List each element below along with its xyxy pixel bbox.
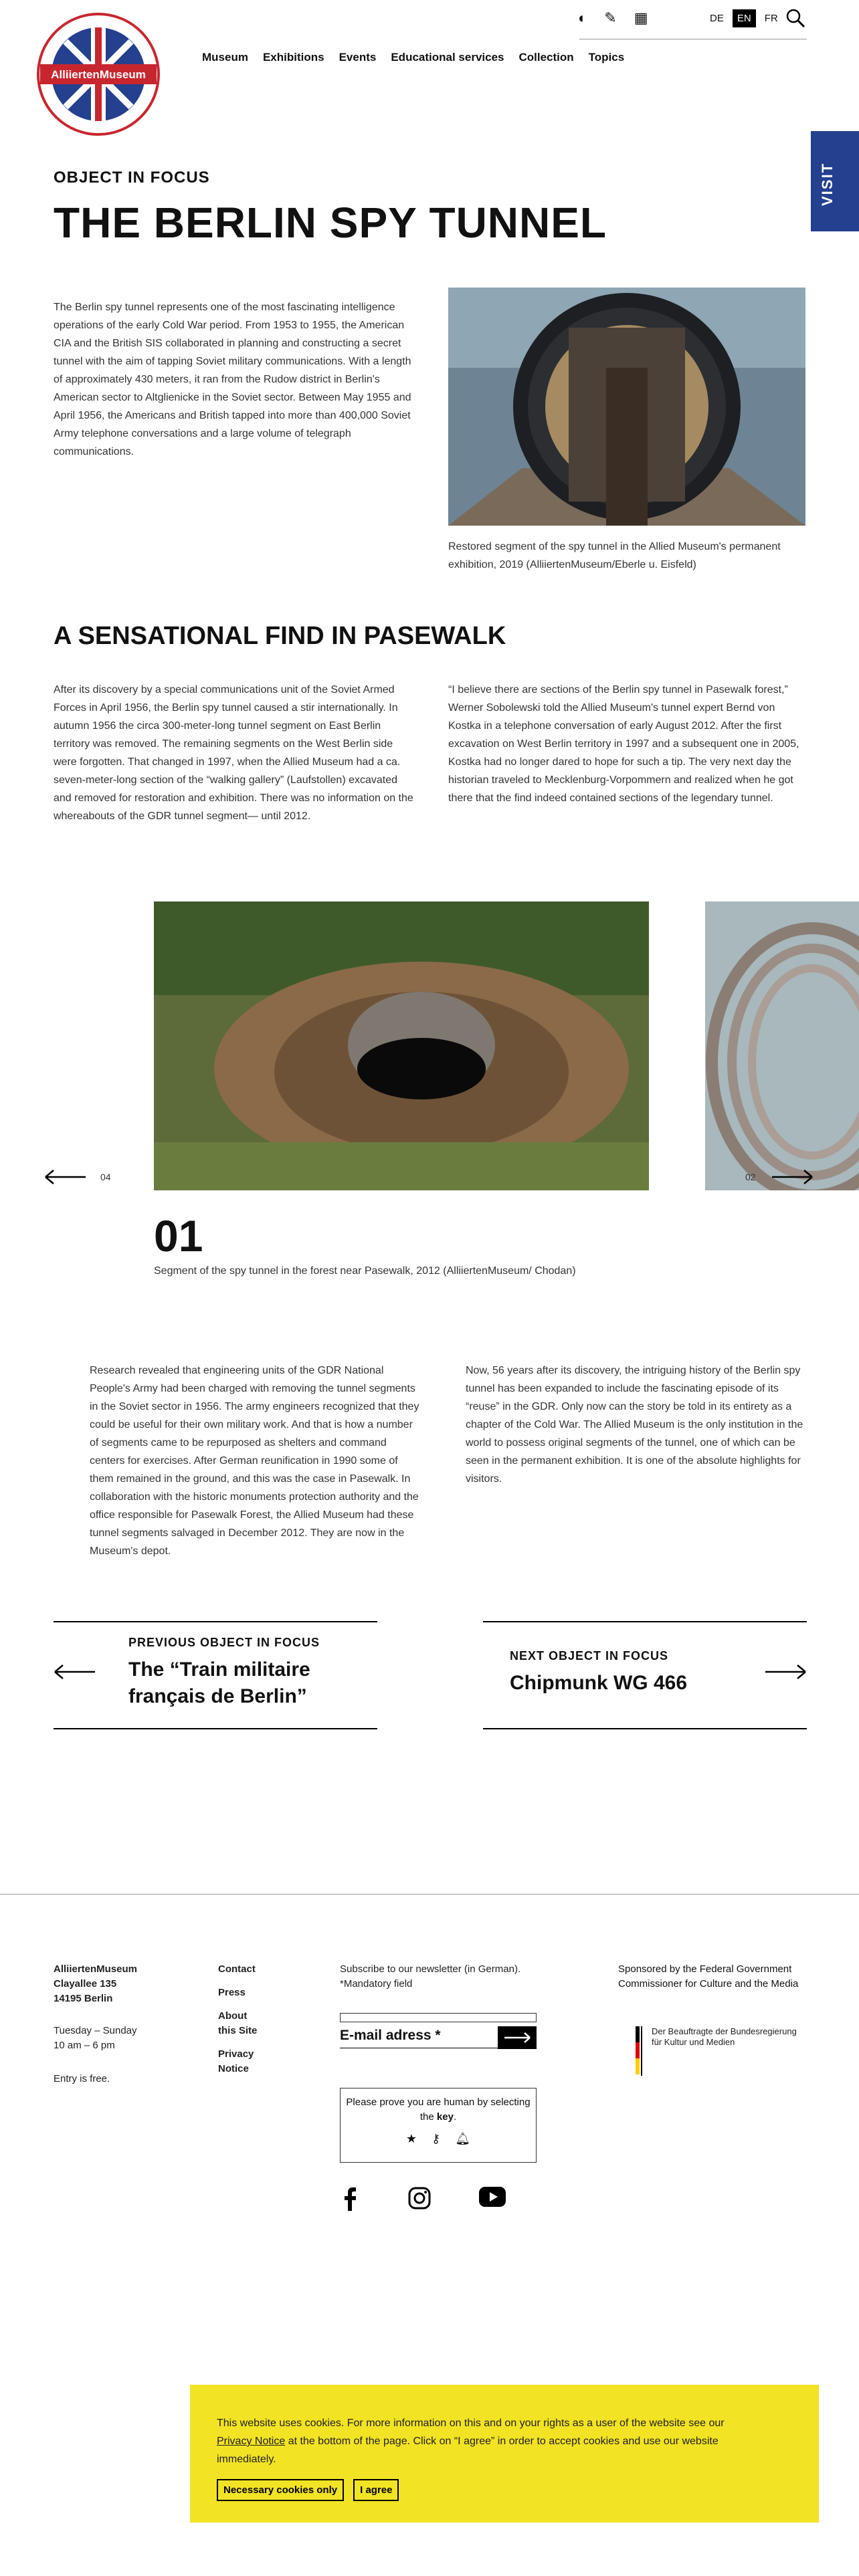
section-text-left: After its discovery by a special communications unit of the Soviet Armed Forces in April 1956, the Berlin spy tunnel caused a stir internationally. In autumn 1956 the circa 300-meter-long tunnel segment on East Berlin territory was removed. The remaining segments on the West Berlin side were forgotten. That changed in 1997, when the Allied Museum had a ca. seven-meter-long section of the “walking gallery” (Laufstollen) excavated and removed for restoration and exhibition. There was no information on the whereabouts of the GDR tunnel segment— until 2012. [54,684,413,822]
easy-language-icon[interactable]: ✎ [604,9,617,26]
book-icon[interactable]: ▦ [634,9,648,26]
cookie-text-end: at the bottom of the page. Click on “I agree” in order to accept cookies and use our website immediately. [217,2436,719,2465]
next-arrow-icon [764,1664,807,1680]
section2-text-right: Now, 56 years after its discovery, the intriguing history of the Berlin spy tunnel has been expanded to include the fascinating episode of its “reuse” in the GDR. Only now can the story be told in its entirety as a chapter of the Cold War. The Allied Museum is the only institution in the world to possess original segments of the tunnel, one of which can be seen in the permanent exhibition. It is one of the absolute highlights for visitors. [466,1365,803,1485]
slider-prev-arrow[interactable] [44,1169,91,1188]
sponsor-text: Sponsored by the Federal Government Commissioner for Culture and the Media [618,1963,799,1990]
footer-link-press[interactable]: Press [218,1987,246,1998]
entry-info: Entry is free. [54,2073,110,2084]
page-kicker: OBJECT IN FOCUS [54,169,210,187]
cookie-banner [190,2385,819,2523]
mandatory-note: *Mandatory field [340,1978,413,1990]
newsletter-top-field[interactable] [340,2013,537,2022]
lang-de[interactable]: DE [710,13,724,24]
newsletter-block [340,1962,567,1992]
main-navigation [202,51,624,64]
next-object-link[interactable] [483,1621,807,1729]
captcha-key-word: key [436,2111,454,2123]
key-icon[interactable]: ⚷ [432,2132,441,2145]
visit-tab[interactable] [811,131,859,231]
section-text-right: “I believe there are sections of the Berlin spy tunnel in Pasewalk forest,” Werner Sobolewski told the Allied Museum's tunnel expert Bernd von Kostka in a telephone conversation of early August 2012. After the first excavation on West Berlin territory in 1997 and a subsequent one in 2005, Kostka had no longer dared to hope for such a tip. The very next day the historian traveled to Mecklenburg-Vorpommern and realized when he got there that the find indeed contained sections of the legendary tunnel. [448,684,799,804]
section2-text-left: Research revealed that engineering units of the GDR National People's Army had been charged with removing the tunnel segments in the Soviet sector in 1956. The army engineers recognized that they could be useful for their own military work. And that is how a number of segments came to be repurposed as shelters and command centers for exercises. After German reunification in 1990 some of them remained in the ground, and this was the case in Pasewalk. In collaboration with the historic monuments protection authority and the office responsible for Pasewalk Forest, the Allied Museum had these tunnel segments salvaged in December 2012. They are now in the Museum's depot. [90,1365,419,1557]
section-heading: A SENSATIONAL FIND IN PASEWALK [54,622,506,650]
tunnel-exhibit-image [448,288,805,526]
language-switcher [705,9,783,27]
captcha-box [340,2088,537,2163]
instagram-icon[interactable] [408,2187,431,2210]
cookie-text-start: This website uses cookies. For more information on this and on your rights as a user of the website see our [217,2418,725,2429]
facebook-icon[interactable] [340,2187,360,2211]
slider-next-number: 02 [745,1172,756,1182]
footer-divider [0,1894,859,1895]
nav-events[interactable]: Events [339,51,377,64]
captcha-text: Please prove you are human by selecting the [346,2097,531,2123]
necessary-cookies-button[interactable]: Necessary cookies only [217,2479,344,2501]
cookie-privacy-link[interactable]: Privacy Notice [217,2436,286,2447]
address-line: AlliiertenMuseum [54,1963,138,1975]
page-title: THE BERLIN SPY TUNNEL [54,199,607,247]
nav-exhibitions[interactable]: Exhibitions [262,51,324,64]
social-links [340,2187,506,2211]
newsletter-text: Subscribe to our newsletter (in German). [340,1963,521,1975]
slide-image-pasewalk [154,901,649,1190]
visit-label: VISIT [819,162,836,206]
footer-link-about[interactable]: About this Site [218,2010,258,2036]
star-icon[interactable]: ★ [405,2132,417,2145]
lang-en[interactable]: EN [733,9,756,27]
slide-number: 01 [154,1211,203,1261]
youtube-icon[interactable] [479,2187,506,2207]
museum-logo[interactable] [25,12,171,136]
search-icon[interactable] [785,8,805,28]
slide-caption: Segment of the spy tunnel in the forest near Pasewalk, 2012 (AlliiertenMuseum/ Chodan) [154,1265,576,1277]
lang-fr[interactable]: FR [764,13,778,24]
captcha-text-end: . [453,2111,457,2123]
address-line: Clayallee 135 [54,1978,117,1990]
cookie-text [217,2414,752,2468]
sponsor-logo-text: Der Beauftragte der Bundesregierung für Kultur und Medien [652,2026,797,2047]
contrast-icon[interactable]: ◐ [578,9,587,26]
nav-collection[interactable]: Collection [518,51,574,64]
utility-icons [578,9,648,27]
previous-label: PREVIOUS OBJECT IN FOCUS [128,1636,320,1649]
slider-prev-number: 04 [100,1172,111,1182]
nav-educational-services[interactable]: Educational services [391,51,504,64]
intro-text: The Berlin spy tunnel represents one of the most fascinating intelligence operations of the early Cold War period. From 1953 to 1955, the American CIA and the British SIS collaborated in planning and constructing a secret tunnel with the aim of tapping Soviet military communications. With a length of approximately 430 meters, it ran from the Rudow district in Berlin's American sector to Altglienicke in the Soviet sector. Between May 1955 and April 1956, the Americans and British tapped into more than 400,000 Soviet Army telephone conversations and a large volume of telegraph communications. [54,302,411,457]
previous-title: The “Train militaire français de Berlin” [128,1658,310,1707]
opening-hours [54,2024,137,2053]
next-label: NEXT OBJECT IN FOCUS [510,1649,669,1662]
sponsor-logo[interactable] [636,2026,809,2077]
address-line: 14195 Berlin [54,1993,113,2004]
slide-image-next[interactable] [705,901,859,1190]
agree-button[interactable]: I agree [353,2479,399,2501]
footer-links [218,1962,265,2085]
logo-text: AlliiertenMuseum [51,68,146,81]
footer-link-privacy[interactable]: Privacy Notice [218,2048,254,2074]
nav-museum[interactable]: Museum [202,51,248,64]
previous-object-link[interactable] [54,1621,377,1729]
hours-line: 10 am – 6 pm [54,2040,115,2051]
hours-line: Tuesday – Sunday [54,2025,137,2036]
footer-link-contact[interactable]: Contact [218,1963,256,1975]
bell-icon[interactable]: 🔔︎ [455,2132,471,2145]
image-caption: Restored segment of the spy tunnel in the Allied Museum's permanent exhibition, 2019 (AlliiertenMuseum/Eberle u. Eisfeld) [448,541,781,570]
newsletter-submit-button[interactable] [498,2026,537,2049]
next-title: Chipmunk WG 466 [510,1672,688,1694]
slider-next-arrow[interactable] [771,1169,818,1188]
nav-topics[interactable]: Topics [588,51,625,64]
previous-arrow-icon [54,1664,96,1680]
footer-address [54,1962,137,2006]
email-label: E-mail adress * [340,2028,441,2043]
